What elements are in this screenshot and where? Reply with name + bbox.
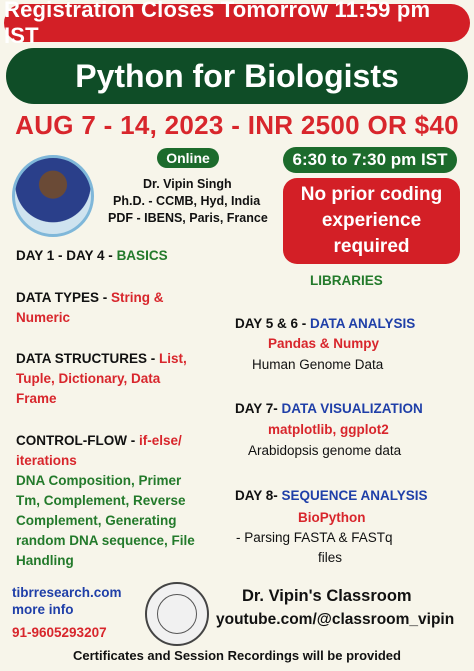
no-coding-box (283, 178, 460, 264)
no-coding-line2: experience (321, 210, 422, 231)
data-structures-c: Frame (16, 391, 57, 406)
dna-topics-4: random DNA sequence, File (16, 533, 195, 548)
day1-label: DAY 1 - DAY 4 - (16, 248, 117, 263)
day8-label: DAY 8- (235, 488, 282, 503)
data-types-label: DATA TYPES - (16, 290, 112, 305)
day1-4-line (16, 246, 168, 266)
online-badge: Online (157, 148, 219, 168)
day7-libs: matplotlib, ggplot2 (268, 422, 389, 437)
time-badge: 6:30 to 7:30 pm IST (283, 147, 457, 173)
day5-6-label: DAY 5 & 6 - (235, 316, 311, 331)
dna-topics-5: Handling (16, 553, 74, 568)
day8-libs: BioPython (298, 510, 366, 525)
data-structures-b: Tuple, Dictionary, Data (16, 371, 161, 386)
instructor-photo (12, 155, 94, 237)
data-structures-a: List, (159, 351, 187, 366)
day5-6-libs: Pandas & Numpy (268, 336, 380, 351)
day8-data-a: - Parsing FASTA & FASTq (236, 530, 393, 545)
data-types-a: String & (111, 290, 164, 305)
instructor-pdf: PDF - IBENS, Paris, France (108, 211, 268, 225)
data-structures-label: DATA STRUCTURES - (16, 351, 159, 366)
no-coding-line3: required (333, 236, 410, 257)
day8-line (235, 486, 428, 506)
registration-banner: Registration Closes Tomorrow 11:59 pm IST (4, 4, 470, 42)
data-structures-line (16, 349, 187, 369)
website-link[interactable]: tibrresearch.com (12, 585, 122, 600)
day8-data-b: files (318, 550, 343, 565)
data-types-line (16, 288, 164, 308)
more-info-label: more info (12, 602, 74, 617)
instructor-name: Dr. Vipin Singh (143, 177, 232, 191)
phone-number: 91-9605293207 (12, 625, 107, 640)
classroom-name: Dr. Vipin's Classroom (242, 587, 412, 605)
libraries-heading: LIBRARIES (310, 273, 383, 288)
dna-topics-2: Tm, Complement, Reverse (16, 493, 186, 508)
control-flow-label: CONTROL-FLOW - (16, 433, 139, 448)
day5-6-line (235, 314, 415, 334)
dna-topics-3: Complement, Generating (16, 513, 177, 528)
institute-seal-icon (145, 582, 209, 646)
day7-label: DAY 7- (235, 401, 282, 416)
day7-topic: DATA VISUALIZATION (281, 401, 423, 416)
dna-topics-1: DNA Composition, Primer (16, 473, 182, 488)
data-types-b: Numeric (16, 310, 71, 325)
youtube-link[interactable]: youtube.com/@classroom_vipin (216, 611, 455, 628)
day7-line (235, 399, 423, 419)
no-coding-line1: No prior coding (300, 184, 443, 205)
control-flow-line (16, 431, 182, 451)
control-flow-a: if-else/ (138, 433, 182, 448)
course-title: Python for Biologists (6, 48, 468, 104)
day1-topic: BASICS (116, 248, 168, 263)
day5-6-topic: DATA ANALYSIS (310, 316, 416, 331)
dates-and-price: AUG 7 - 14, 2023 - INR 2500 OR $40 (15, 110, 459, 140)
day8-topic: SEQUENCE ANALYSIS (281, 488, 428, 503)
day7-data: Arabidopsis genome data (248, 443, 402, 458)
day5-6-data: Human Genome Data (252, 357, 384, 372)
instructor-phd: Ph.D. - CCMB, Hyd, India (113, 194, 261, 208)
control-flow-b: iterations (16, 453, 77, 468)
certificates-note: Certificates and Session Recordings will be provided (73, 648, 401, 663)
